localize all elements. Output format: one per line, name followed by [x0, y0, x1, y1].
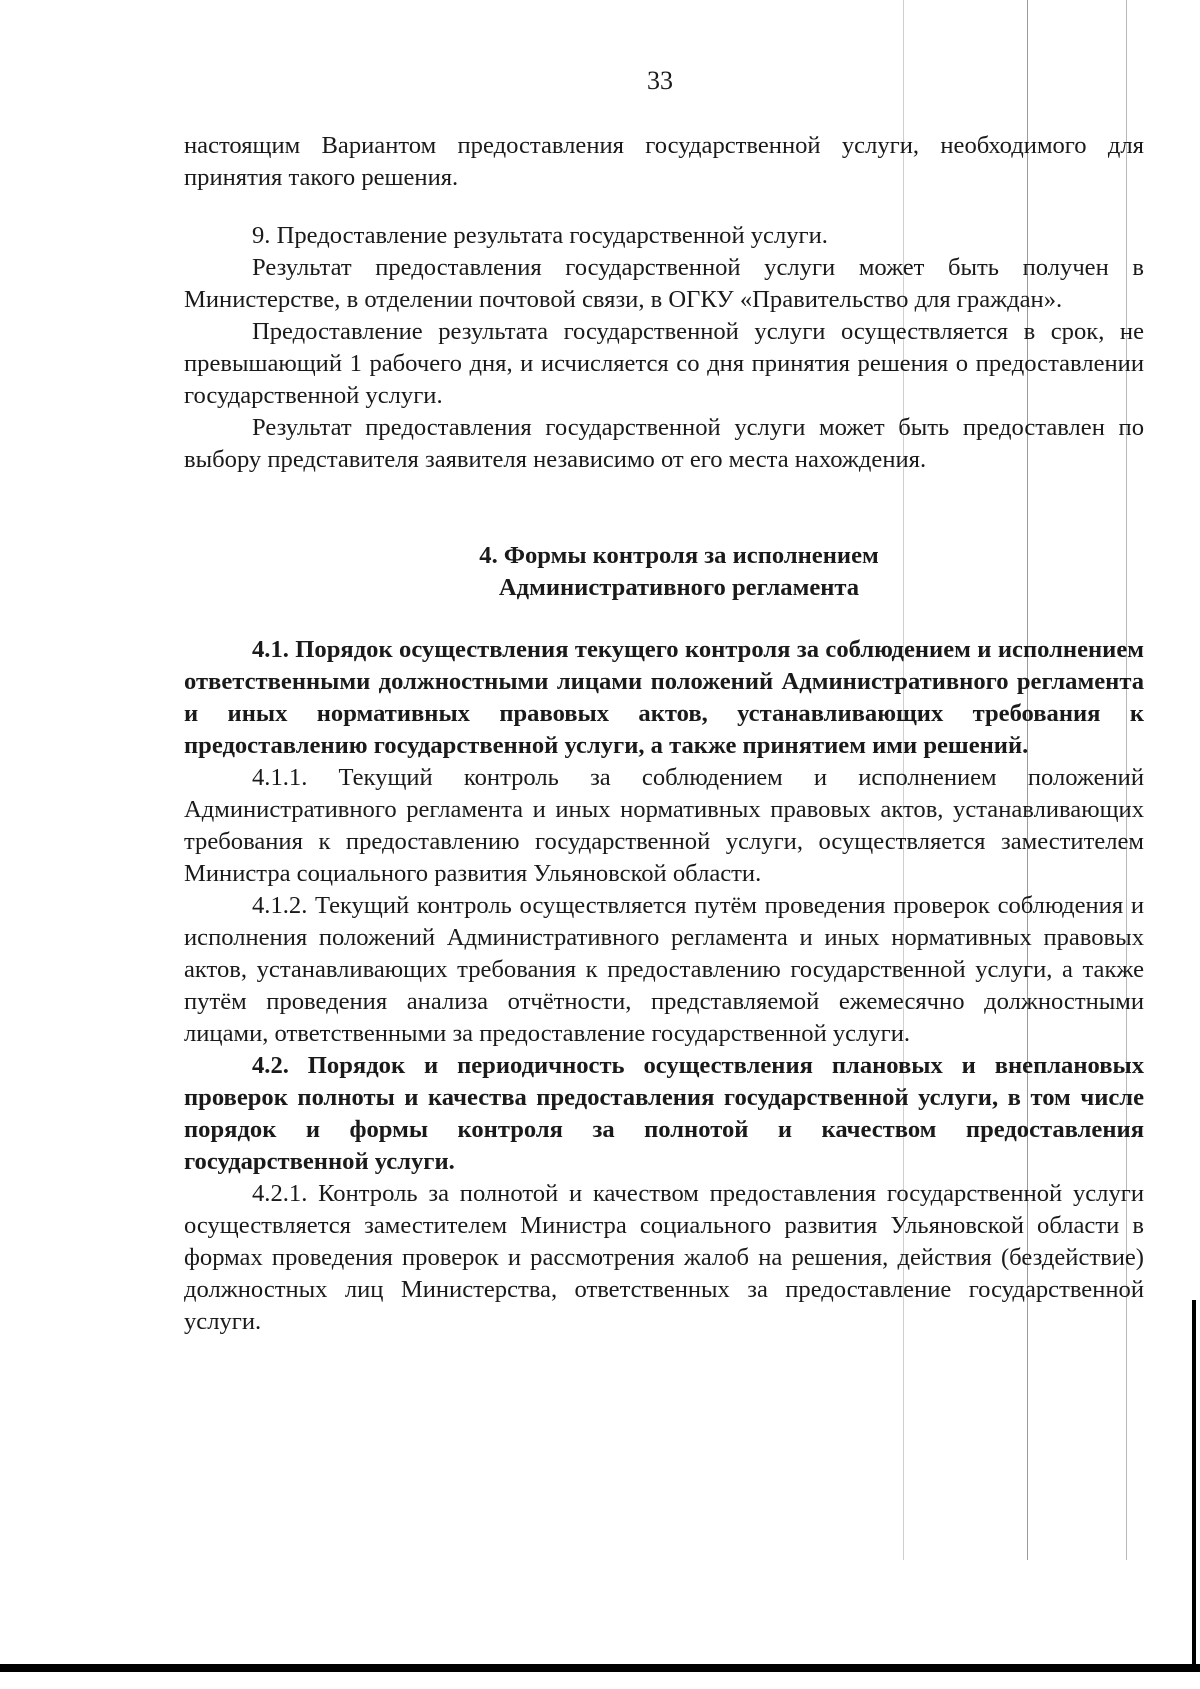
scan-border [0, 1664, 1200, 1672]
paragraph: Результат предоставления государственной услуги может быть предоставлен по выбору представителя заявителя независимо от его места нахождения. [184, 414, 1144, 473]
paragraph: 4.1.1. Текущий контроль за соблюдением и исполнением положений Административного регламента и иных нормативных правовых актов, устанавливающих требования к предоставлению государственной услуги, осуществляется заместителем Министра социального развития Ульяновской области. [184, 764, 1144, 887]
subsection-heading: 4.1. Порядок осуществления текущего контроля за соблюдением и исполнением ответственными должностными лицами положений Административного регламента и иных нормативных правовых актов, устанавливающих требования к предоставлению государственной услуги, а также принятием ими решений. [184, 636, 1144, 759]
paragraph: Результат предоставления государственной услуги может быть получен в Министерстве, в отделении почтовой связи, в ОГКУ «Правительство для граждан». [184, 254, 1144, 313]
paragraph: настоящим Вариантом предоставления государственной услуги, необходимого для принятия такого решения. [184, 132, 1144, 191]
paragraph: Предоставление результата государственной услуги осуществляется в срок, не превышающий 1 рабочего дня, и исчисляется со дня принятия решения о предоставлении государственной услуги. [184, 318, 1144, 409]
page-number: 33 [647, 66, 673, 95]
section-title: 4. Формы контроля за исполнением [479, 542, 879, 569]
paragraph: 4.1.2. Текущий контроль осуществляется путём проведения проверок соблюдения и исполнения положений Административного регламента и иных нормативных правовых актов, устанавливающих требования к предоставлению государственной услуги, а также путём проведения анализа отчётности, представляемой ежемесячно должностными лицами, ответственными за предоставление государственной услуги. [184, 892, 1144, 1047]
paragraph: 9. Предоставление результата государственной услуги. [252, 222, 828, 249]
paragraph: 4.2.1. Контроль за полнотой и качеством предоставления государственной услуги осуществляется заместителем Министра социального развития Ульяновской области в формах проведения проверок и рассмотрения жалоб на решения, действия (бездействие) должностных лиц Министерства, ответственных за предоставление государственной услуги. [184, 1180, 1144, 1335]
document-body [184, 130, 1144, 1338]
section-title: Административного регламента [498, 574, 860, 601]
scan-border [1192, 1300, 1196, 1672]
subsection-heading: 4.2. Порядок и периодичность осуществления плановых и внеплановых проверок полноты и качества предоставления государственной услуги, в том числе порядок и формы контроля за полнотой и качеством предоставления государственной услуги. [184, 1052, 1144, 1175]
